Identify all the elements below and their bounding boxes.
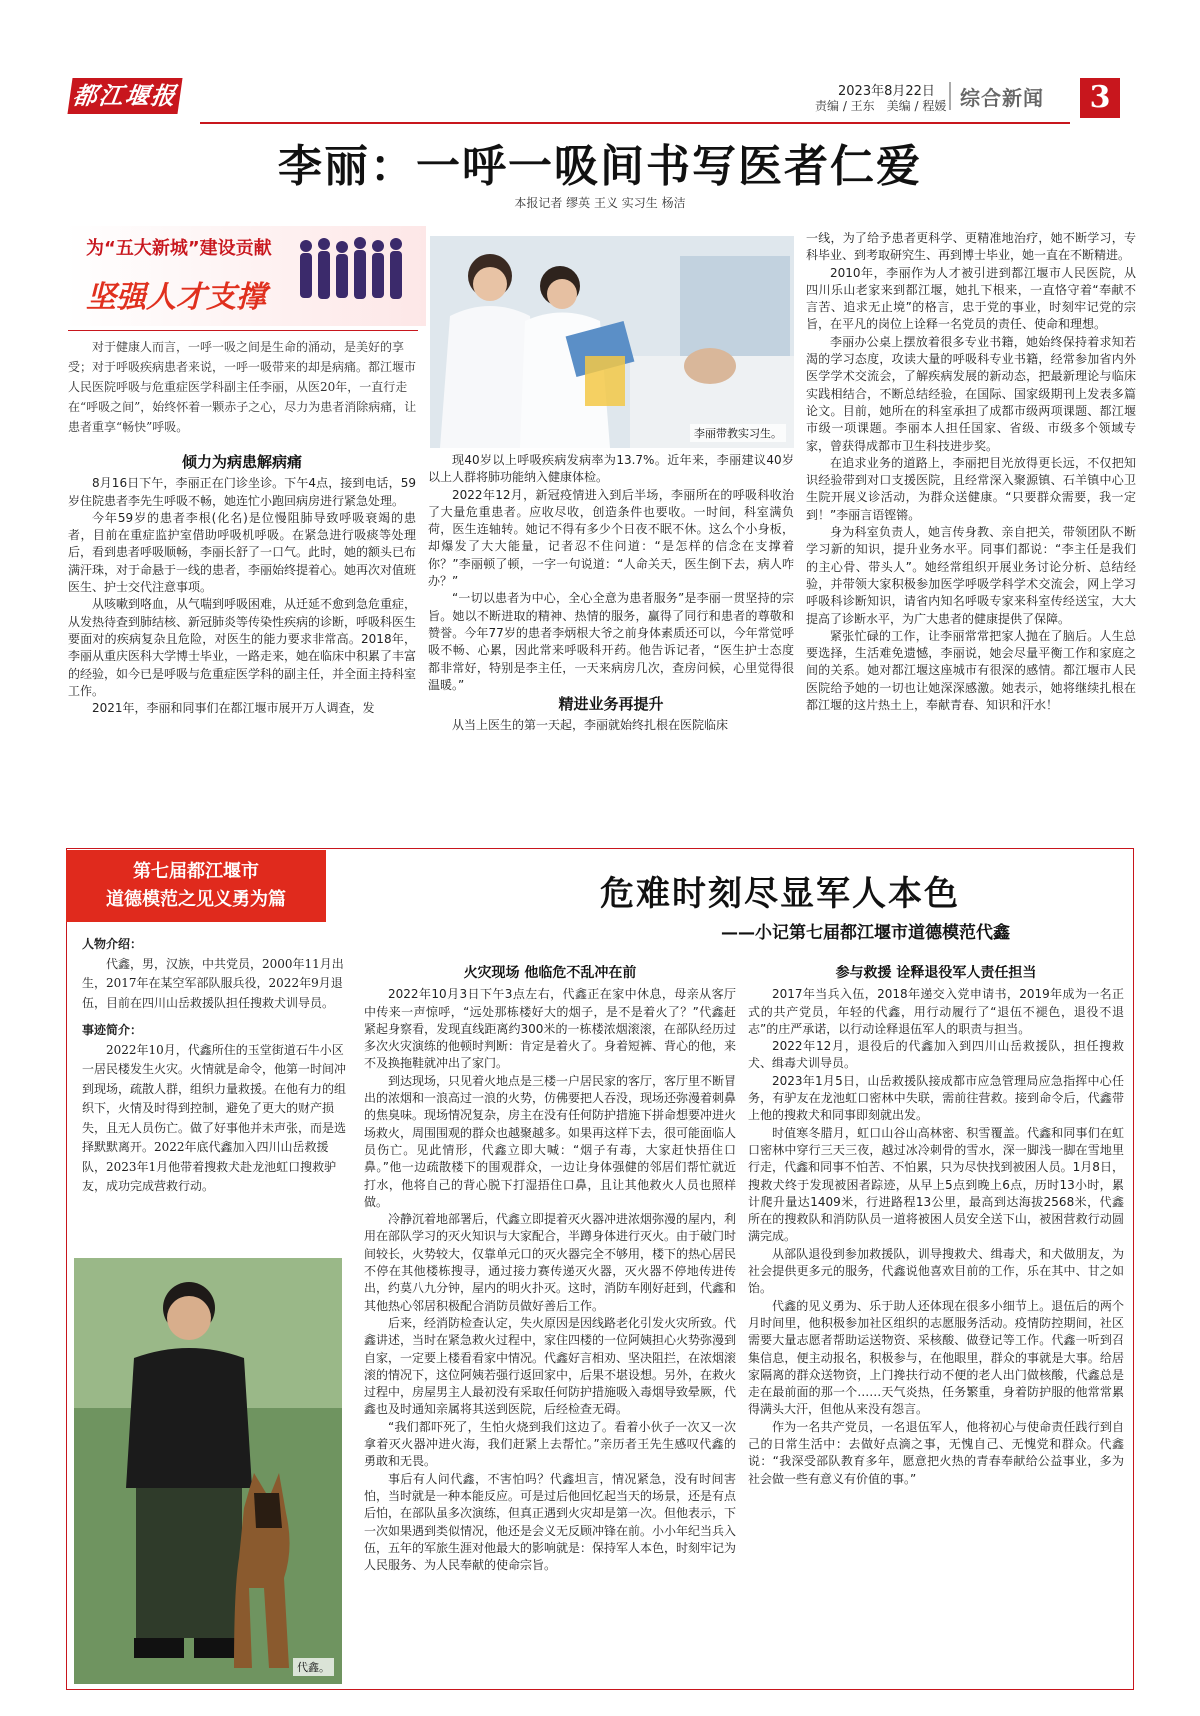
paragraph: 2021年，李丽和同事们在都江堰市展开万人调查，发 bbox=[92, 701, 375, 716]
article1-subheading-2: 精进业务再提升 bbox=[558, 695, 664, 714]
column-banner bbox=[66, 226, 426, 326]
paragraph: 2017年当兵入伍，2018年递交入党申请书，2019年成为一名正式的共产党员，年轻的代鑫，用行动履行了“退伍不褪色，退役不退志”的庄严承诺，以行动诠释退伍军人的职责与担当。 bbox=[748, 987, 1124, 1036]
article2-column-2 bbox=[748, 965, 1124, 1683]
section-name: 综合新闻 bbox=[960, 86, 1044, 110]
paragraph: 代鑫的见义勇为、乐于助人还体现在很多小细节上。退伍后的两个月时间里，他积极参加社区组织的志愿服务活动。疫情防控期间，社区需要大量志愿者帮助运送物资、采核酸、做登记等工作。代鑫一听到召集信息，便主动报名，积极参与，在他眼里，群众的事就是大事。给居家隔离的群众送物资，上门搀扶行动不便的老人出门做核酸，代鑫总是走在最前面的那一个……天气炎热，任务繁重，身着防护服的他常常累得满头大汗，但他从来没有怨言。 bbox=[748, 1298, 1124, 1417]
paragraph: 从当上医生的第一天起，李丽就始终扎根在医院临床 bbox=[452, 718, 729, 733]
article2-photo-caption: 代鑫。 bbox=[293, 1658, 334, 1676]
newspaper-logo: 都江堰报 bbox=[67, 78, 182, 114]
article1-photo bbox=[430, 236, 794, 448]
paragraph: “我们都吓死了，生怕火烧到我们这边了。看着小伙子一次又一次拿着灭火器冲进火海，我们赶紧上去帮忙。”亲历者王先生感叹代鑫的勇敢和无畏。 bbox=[364, 1419, 736, 1469]
article2-subheading-1: 火灾现场 他临危不乱冲在前 bbox=[463, 965, 637, 981]
banner-bottom-text: 坚强人才支撑 bbox=[86, 280, 266, 315]
article2-subheading-2: 参与救援 诠释退役军人责任担当 bbox=[835, 965, 1037, 981]
paragraph: 时值寒冬腊月，虹口山谷山高林密、积雪覆盖。代鑫和同事们在虹口密林中穿行三天三夜，越过冰冷刺骨的雪水，深一脚浅一脚在雪地里行走，代鑫和同事不怕苦、不怕累，只为尽快找到被困人员。1月8日，搜救犬终于发现被困者踪迹，从早上5点到晚上6点，历时13小时，累计爬升量达1409米，行进路程13公里，最高到达海拔2568米，代鑫所在的搜救队和消防队员一道将被困人员安全送下山，被困营救行动圆满完成。 bbox=[748, 1125, 1124, 1244]
series-title-box bbox=[66, 850, 326, 922]
article1-column-2 bbox=[428, 452, 794, 840]
issue-date: 2023年8月22日 bbox=[838, 84, 935, 99]
article1-subheading-1: 倾力为病患解病痛 bbox=[181, 453, 302, 471]
paragraph: 8月16日下午，李丽正在门诊坐诊。下午4点，接到电话，59岁住院患者李先生呼吸不畅，她连忙小跑回病房进行紧急处理。 bbox=[68, 476, 416, 508]
article2-column-1 bbox=[364, 965, 736, 1683]
paragraph: 今年59岁的患者李根(化名)是位慢阻肺导致呼吸衰竭的患者，目前在重症监护室借助呼吸机呼吸。在紧急进行吸痰等处理后，看到患者呼吸顺畅，李丽长舒了一口气。此时，她的额头已布满汗珠，对于命悬于一线的患者，李丽始终提着心。她再次对值班医生、护士交代注意事项。 bbox=[68, 510, 416, 595]
paragraph: 一线，为了给予患者更科学、更精准地治疗，她不断学习，专科毕业、到考取研究生、再到博士毕业，她一直在不断精进。 bbox=[806, 231, 1136, 263]
article1-photo-caption: 李丽带教实习生。 bbox=[690, 424, 786, 442]
paragraph: 从咳嗽到咯血，从气喘到呼吸困难，从迁延不愈到急危重症，从发热待查到肺结核、新冠肺炎等传染性疾病的诊断，呼吸科医生要面对的疾病复杂且危险，对医生的能力要求非常高。2018年，李丽从重庆医科大学博士毕业，一路走来，她在临床中积累了丰富的经验，如今已是呼吸与危重症医学科的副主任，并全面主持科室工作。 bbox=[68, 597, 416, 698]
paragraph: 2022年12月，退役后的代鑫加入到四川山岳救援队，担任搜救犬、缉毒犬训导员。 bbox=[748, 1039, 1124, 1071]
paragraph: 从部队退役到参加救援队，训导搜救犬、缉毒犬，和犬做朋友，为社会提供更多元的服务，代鑫说他喜欢目前的工作，乐在其中、甘之如饴。 bbox=[748, 1246, 1124, 1296]
paragraph: 紧张忙碌的工作，让李丽常常把家人抛在了脑后。人生总要选择，生活难免遗憾，李丽说，她会尽量平衡工作和家庭之间的关系。她对都江堰这座城市有很深的感情。都江堰市人民医院给予她的一切也让她深深感激。她表示，她将继续扎根在都江堰的这片热土上，奉献青春、知识和汗水！ bbox=[806, 628, 1136, 713]
paragraph: 身为科室负责人，她言传身教、亲自把关，带领团队不断学习新的知识，提升业务水平。同事们都说：“李主任是我们的主心骨、带头人”。她经常组织开展业务讨论分析、总结经验，并带领大家积极参加医学呼吸学科学术交流会，网上学习呼吸科诊断知识，请省内知名呼吸专家来科室传经送宝，大大提高了诊断水平，为广大患者的健康提供了保障。 bbox=[806, 525, 1136, 626]
article1-lead: 对于健康人而言，一呼一吸之间是生命的涌动，是美好的享受；对于呼吸疾病患者来说，一呼一吸带来的却是病痛。都江堰市人民医院呼吸与危重症医学科副主任李丽，从医20年，一直行走在“呼吸之间”，始终怀着一颗赤子之心，尽力为患者消除病痛，让患者重享“畅快”呼吸。 bbox=[68, 330, 418, 450]
bio-label-profile: 人物介绍： bbox=[82, 937, 143, 951]
profile-box bbox=[82, 935, 352, 1197]
people-silhouette-icon bbox=[296, 234, 416, 304]
header-divider bbox=[949, 82, 951, 110]
paragraph: 李丽办公桌上摆放着很多专业书籍，她始终保持着求知若渴的学习态度，攻读大量的呼吸科专业书籍，经常参加省内外医学学术交流会，了解疾病发展的新动态，把最新理论与临床实践相结合，不断总结经验，在国际、国家级期刊上发表多篇论文。目前，她所在的科室承担了成都市级两项课题、都江堰市级一项课题。李丽本人担任国家、省级、市级多个领域专家，曾获得成都市卫生科技进步奖。 bbox=[806, 334, 1136, 453]
page-number: 3 bbox=[1080, 78, 1120, 118]
header-rule bbox=[200, 122, 1070, 124]
article2-subheadline: ——小记第七届都江堰市道德模范代鑫 bbox=[721, 923, 1010, 943]
paragraph: 冷静沉着地部署后，代鑫立即提着灭火器冲进浓烟弥漫的屋内，利用在部队学习的灭火知识与大家配合，半蹲身体进行灭火。由于破门时间较长，火势较大，仅靠单元口的灭火器完全不够用，楼下的热心居民不停在其他楼栋搜寻，通过接力赛传递灭火器，灭火器不停地传进传出，约莫八九分钟，屋内的明火扑灭。这时，消防车刚好赶到，代鑫和其他热心邻居积极配合消防员做好善后工作。 bbox=[364, 1212, 736, 1313]
article2-headline: 危难时刻尽显军人本色 bbox=[600, 874, 960, 914]
editor-credits: 责编 / 王东 美编 / 程媛 bbox=[815, 99, 947, 113]
series-title-line-2: 道德模范之见义勇为篇 bbox=[106, 889, 286, 910]
paragraph: 现40岁以上呼吸疾病发病率为13.7%。近年来，李丽建议40岁以上人群将肺功能纳入健康体检。 bbox=[428, 453, 794, 485]
man-with-dog-illustration bbox=[74, 1258, 342, 1684]
paragraph: 事后有人问代鑫，不害怕吗？代鑫坦言，情况紧急，没有时间害怕，当时就是一种本能反应。可是过后他回忆起当天的场景，还是有点后怕，在部队虽多次演练，但真正遇到火灾却是第一次。但他表示，下一次如果遇到类似情况，他还是会义无反顾冲锋在前。小小年纪当兵入伍，五年的军旅生涯对他最大的影响就是：保持军人本色，时刻牢记为人民服务、为人民奉献的使命宗旨。 bbox=[364, 1471, 736, 1573]
paragraph: 在追求业务的道路上，李丽把目光放得更长远，不仅把知识经验带到对口支援医院，且经常深入聚源镇、石羊镇中心卫生院开展义诊活动，为群众送健康。“只要群众需要，我一定到！”李丽言语铿锵。 bbox=[806, 455, 1136, 522]
doctors-illustration bbox=[430, 236, 794, 448]
article1-column-3 bbox=[806, 230, 1136, 840]
bio-profile-text: 代鑫，男，汉族，中共党员，2000年11月出生，2017年在某空军部队服兵役，2022年9月退伍，目前在四川山岳救援队担任搜救犬训导员。 bbox=[82, 956, 344, 1010]
bio-label-deeds: 事迹简介： bbox=[82, 1023, 143, 1037]
article1-headline: 李丽：一呼一吸间书写医者仁爱 bbox=[278, 141, 922, 192]
paragraph: “一切以患者为中心，全心全意为患者服务”是李丽一贯坚持的宗旨。她以不断进取的精神、热情的服务，赢得了同行和患者的尊敬和赞誉。今年77岁的患者李炳根大爷之前身体素质还可以，今年常觉呼吸不畅、心累，因此常来呼吸科开药。他告诉记者，“医生护士态度都非常好，特别是李主任，一天来病房几次，查房问候，心里觉得很温暖。” bbox=[428, 591, 794, 692]
article1-byline: 本报记者 缪英 王义 实习生 杨洁 bbox=[514, 196, 686, 210]
paragraph: 到达现场，只见着火地点是三楼一户居民家的客厅，客厅里不断冒出的浓烟和一浪高过一浪的火势，仿佛要把人吞没，现场还弥漫着刺鼻的焦臭味。现场情况复杂，房主在没有任何防护措施下拼命想要冲进火场救火，周围围观的群众也越聚越多。如果再这样下去，很可能面临人员伤亡。见此情形，代鑫立即大喊：“烟子有毒，大家赶快捂住口鼻。”他一边疏散楼下的围观群众，一边让身体强健的邻居们帮忙就近打水，他将自己的背心脱下打湿捂住口鼻，且让其他救火人员也照样做。 bbox=[364, 1073, 736, 1209]
article2-photo bbox=[74, 1258, 342, 1684]
series-title-line-1: 第七届都江堰市 bbox=[133, 861, 259, 882]
paragraph: 作为一名共产党员，一名退伍军人，他将初心与使命责任践行到自己的日常生活中：去做好点滴之事，无愧自己、无愧党和群众。代鑫说：“我深受部队教育多年，愿意把火热的青春奉献给公益事业，多为社会做一些有意义有价值的事。” bbox=[748, 1419, 1124, 1486]
paragraph: 2010年，李丽作为人才被引进到都江堰市人民医院，从四川乐山老家来到都江堰，她扎下根来，一直恪守着“奉献不言苦、追求无止境”的格言，忠于党的事业，时刻牢记党的宗旨，在平凡的岗位上诠释一名党员的责任、使命和理想。 bbox=[806, 265, 1136, 332]
bio-deeds-text: 2022年10月，代鑫所住的玉堂街道石牛小区一居民楼发生火灾。火情就是命令，他第一时间冲到现场，疏散人群，组织力量救援。在他有力的组织下，火情及时得到控制，避免了更大的财产损失，且无人员伤亡。做了好事他并未声张，而是选择默默离开。2022年底代鑫加入四川山岳救援队，2023年1月他带着搜救犬赴龙池虹口搜救驴友，成功完成营救行动。 bbox=[82, 1042, 347, 1193]
paragraph: 后来，经消防检查认定，失火原因是因线路老化引发火灾所致。代鑫讲述，当时在紧急救火过程中，家住四楼的一位阿姨担心火势弥漫到自家，一定要上楼看看家中情况。代鑫好言相劝、坚决阻拦，在浓烟滚滚的情况下，这位阿姨若强行返回家中，后果不堪设想。另外，在救火过程中，房屋男主人最初没有采取任何防护措施吸入毒烟导致晕厥，代鑫也及时通知亲属将其送到医院，后经检查无碍。 bbox=[364, 1315, 736, 1417]
banner-top-text: 为“五大新城”建设贡献 bbox=[86, 238, 272, 259]
paragraph: 2022年10月3日下午3点左右，代鑫正在家中休息，母亲从客厅中传来一声惊呼，“远处那栋楼好大的烟子，是不是着火了？”代鑫赶紧起身察看，发现直线距离约300米的一栋楼浓烟滚滚，在部队经历过多次火灾演练的他顿时判断：肯定是着火了。身着短裤、背心的他，来不及换拖鞋就冲出了家门。 bbox=[364, 987, 736, 1071]
paragraph: 2023年1月5日，山岳救援队接成都市应急管理局应急指挥中心任务，有驴友在龙池虹口密林中失联，需前往营救。接到命令后，代鑫带上他的搜救犬和同事即刻就出发。 bbox=[748, 1073, 1124, 1123]
paragraph: 2022年12月，新冠疫情进入到后半场，李丽所在的呼吸科收治了大量危重患者。应收尽收，创造条件也要收。一时间，科室满负荷，医生连轴转。她记不得有多少个日夜不眠不休。这么个小身板，却爆发了大大能量，记者忍不住问道：“是怎样的信念在支撑着你？”李丽顿了顿，一字一句说道：“人命关天，医生倒下去，病人咋办？” bbox=[428, 487, 794, 589]
article1-column-1 bbox=[68, 452, 416, 840]
